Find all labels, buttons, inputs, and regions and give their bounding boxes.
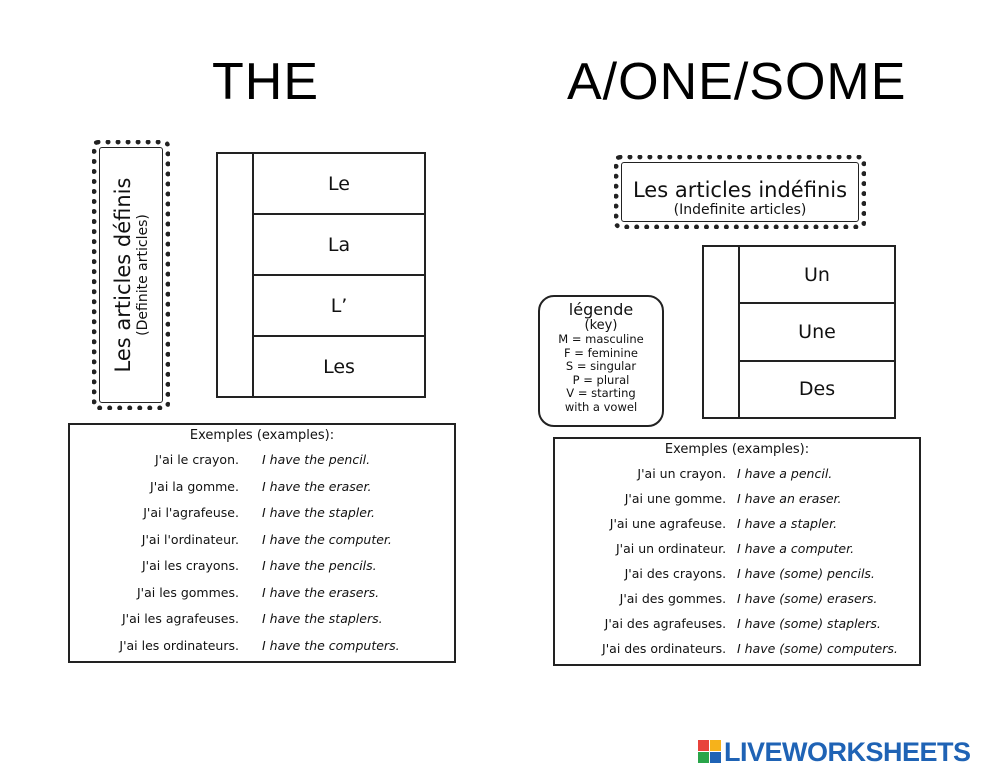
example-row xyxy=(555,561,919,586)
example-row xyxy=(555,511,919,536)
legend-title: légende xyxy=(568,300,634,319)
article-cell-un: Un xyxy=(740,247,894,304)
legend-line: F = feminine xyxy=(564,345,638,360)
example-row xyxy=(555,611,919,636)
example-french: J'ai l'agrafeuse. xyxy=(143,505,239,520)
indefinite-label-subtitle: (Indefinite articles) xyxy=(673,202,807,218)
example-french: J'ai des gommes. xyxy=(619,591,727,606)
example-row xyxy=(70,500,454,527)
example-french: J'ai des agrafeuses. xyxy=(604,616,727,631)
indefinite-articles-table xyxy=(702,245,896,419)
legend-line: P = plural xyxy=(572,372,630,387)
example-english: I have a computer. xyxy=(737,541,855,556)
article-cell-l: L’ xyxy=(254,276,424,337)
example-english: I have a pencil. xyxy=(737,466,833,481)
example-french: J'ai un ordinateur. xyxy=(616,541,727,556)
example-french: J'ai des ordinateurs. xyxy=(602,641,727,656)
definite-label-title: Les articles définis xyxy=(111,177,135,373)
example-english: I have (some) pencils. xyxy=(737,566,875,581)
example-english: I have a stapler. xyxy=(737,516,838,531)
example-french: J'ai la gomme. xyxy=(150,478,239,494)
example-english: I have the computer. xyxy=(262,531,392,547)
example-french: J'ai les ordinateurs. xyxy=(119,637,239,653)
examples-title: Exemples (examples): xyxy=(664,442,810,457)
article-cell-le: Le xyxy=(254,154,424,215)
example-english: I have the staplers. xyxy=(262,611,383,626)
example-row xyxy=(70,553,454,580)
answer-column xyxy=(218,154,254,396)
example-english: I have the eraser. xyxy=(262,478,372,494)
definite-articles-label xyxy=(92,140,170,410)
liveworksheets-wordmark: LIVEWORKSHEETS xyxy=(724,736,971,767)
heading-a-one-some: A/ONE/SOME xyxy=(567,53,907,111)
example-french: J'ai l'ordinateur. xyxy=(141,531,239,547)
example-row xyxy=(555,536,919,561)
examples-title: Exemples (examples): xyxy=(189,428,335,443)
example-row xyxy=(70,474,454,501)
example-english: I have (some) erasers. xyxy=(737,591,878,606)
indefinite-label-title: Les articles indéfinis xyxy=(632,178,848,202)
legend-key-box xyxy=(538,295,664,427)
legend-line: V = starting xyxy=(566,386,636,400)
example-french: J'ai une gomme. xyxy=(624,491,727,506)
example-english: I have (some) staplers. xyxy=(737,616,881,631)
example-french: J'ai les agrafeuses. xyxy=(121,611,239,626)
example-row xyxy=(70,606,454,633)
example-english: I have an eraser. xyxy=(737,491,842,506)
legend-subtitle: (key) xyxy=(584,318,618,333)
example-french: J'ai des crayons. xyxy=(624,566,727,581)
example-row xyxy=(555,636,919,661)
definite-label-subtitle: (Definite articles) xyxy=(135,214,151,336)
example-french: J'ai les crayons. xyxy=(141,558,239,573)
example-english: I have the pencils. xyxy=(262,558,377,573)
legend-line: with a vowel xyxy=(564,399,638,414)
legend-line: M = masculine xyxy=(558,332,644,346)
example-row xyxy=(70,447,454,474)
example-english: I have the pencil. xyxy=(262,452,371,467)
article-cell-la: La xyxy=(254,215,424,276)
legend-line: S = singular xyxy=(565,359,637,373)
example-english: I have the stapler. xyxy=(262,505,375,520)
liveworksheets-logo-icon xyxy=(698,740,722,764)
article-cell-une: Une xyxy=(740,304,894,361)
answer-column xyxy=(704,247,740,417)
example-row xyxy=(555,486,919,511)
liveworksheets-logo[interactable] xyxy=(698,738,971,766)
example-row xyxy=(70,527,454,554)
indefinite-articles-label xyxy=(614,155,866,229)
example-row xyxy=(70,633,454,660)
article-cell-les: Les xyxy=(323,355,355,378)
example-french: J'ai une agrafeuse. xyxy=(609,516,727,531)
example-french: J'ai les gommes. xyxy=(136,584,239,600)
example-row xyxy=(555,586,919,611)
definite-articles-table xyxy=(216,152,426,398)
article-cell-des: Des xyxy=(798,378,836,401)
example-row xyxy=(555,461,919,486)
example-french: J'ai un crayon. xyxy=(637,466,727,481)
example-english: I have the computers. xyxy=(262,637,400,653)
example-english: I have the erasers. xyxy=(262,584,380,600)
definite-examples-box xyxy=(68,423,456,663)
example-english: I have (some) computers. xyxy=(737,641,898,656)
indefinite-examples-box xyxy=(553,437,921,666)
example-row xyxy=(70,580,454,607)
heading-the: THE xyxy=(212,53,319,111)
example-french: J'ai le crayon. xyxy=(154,452,239,467)
